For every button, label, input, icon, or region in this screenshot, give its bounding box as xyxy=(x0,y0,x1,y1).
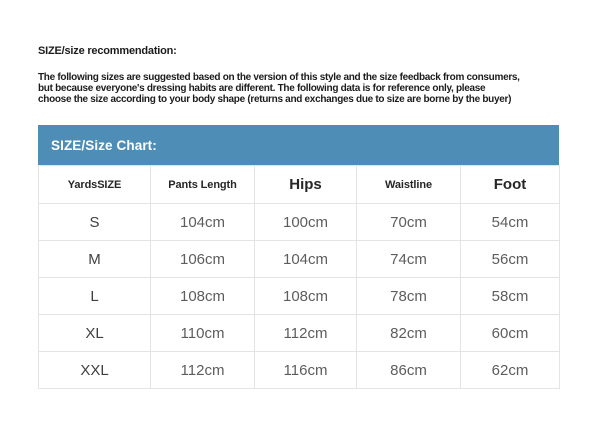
table-cell: 60cm xyxy=(461,315,560,352)
table-cell: 110cm xyxy=(151,315,255,352)
size-chart-banner xyxy=(38,125,559,165)
column-header-waistline: Waistline xyxy=(357,166,461,204)
size-chart-banner-label: SIZE/Size Chart: xyxy=(51,137,157,153)
table-cell: 112cm xyxy=(151,352,255,389)
column-header-pants-length: Pants Length xyxy=(151,166,255,204)
table-cell: 116cm xyxy=(255,352,357,389)
size-cell: S xyxy=(39,204,151,241)
table-row-l xyxy=(39,278,560,315)
column-header-hips: Hips xyxy=(255,166,357,204)
table-row-xxl xyxy=(39,352,560,389)
size-cell: XL xyxy=(39,315,151,352)
table-cell: 56cm xyxy=(461,241,560,278)
column-header-yardssize: YardsSIZE xyxy=(39,166,151,204)
table-cell: 86cm xyxy=(357,352,461,389)
table-cell: 78cm xyxy=(357,278,461,315)
table-row-m xyxy=(39,241,560,278)
content-area xyxy=(38,46,559,389)
size-cell: M xyxy=(39,241,151,278)
size-cell: L xyxy=(39,278,151,315)
recommendation-line: choose the size according to your body shape (returns and exchanges due to size are borne by the buyer) xyxy=(38,94,512,105)
size-cell: XXL xyxy=(39,352,151,389)
table-cell: 58cm xyxy=(461,278,560,315)
column-header-foot: Foot xyxy=(461,166,560,204)
table-cell: 112cm xyxy=(255,315,357,352)
recommendation-heading: SIZE/size recommendation: xyxy=(38,45,177,57)
table-row-xl xyxy=(39,315,560,352)
table-cell: 108cm xyxy=(151,278,255,315)
table-cell: 54cm xyxy=(461,204,560,241)
table-cell: 100cm xyxy=(255,204,357,241)
recommendation-paragraph xyxy=(38,72,559,105)
table-cell: 104cm xyxy=(255,241,357,278)
table-cell: 106cm xyxy=(151,241,255,278)
table-row-s xyxy=(39,204,560,241)
table-cell: 108cm xyxy=(255,278,357,315)
table-cell: 62cm xyxy=(461,352,560,389)
table-cell: 74cm xyxy=(357,241,461,278)
size-chart-table xyxy=(38,165,560,389)
recommendation-line: but because everyone's dressing habits are different. The following data is for reference only, please xyxy=(38,83,486,94)
recommendation-line: The following sizes are suggested based on the version of this style and the size feedback from consumers, xyxy=(38,72,520,83)
table-cell: 104cm xyxy=(151,204,255,241)
table-header-row xyxy=(39,166,560,204)
table-cell: 82cm xyxy=(357,315,461,352)
table-cell: 70cm xyxy=(357,204,461,241)
